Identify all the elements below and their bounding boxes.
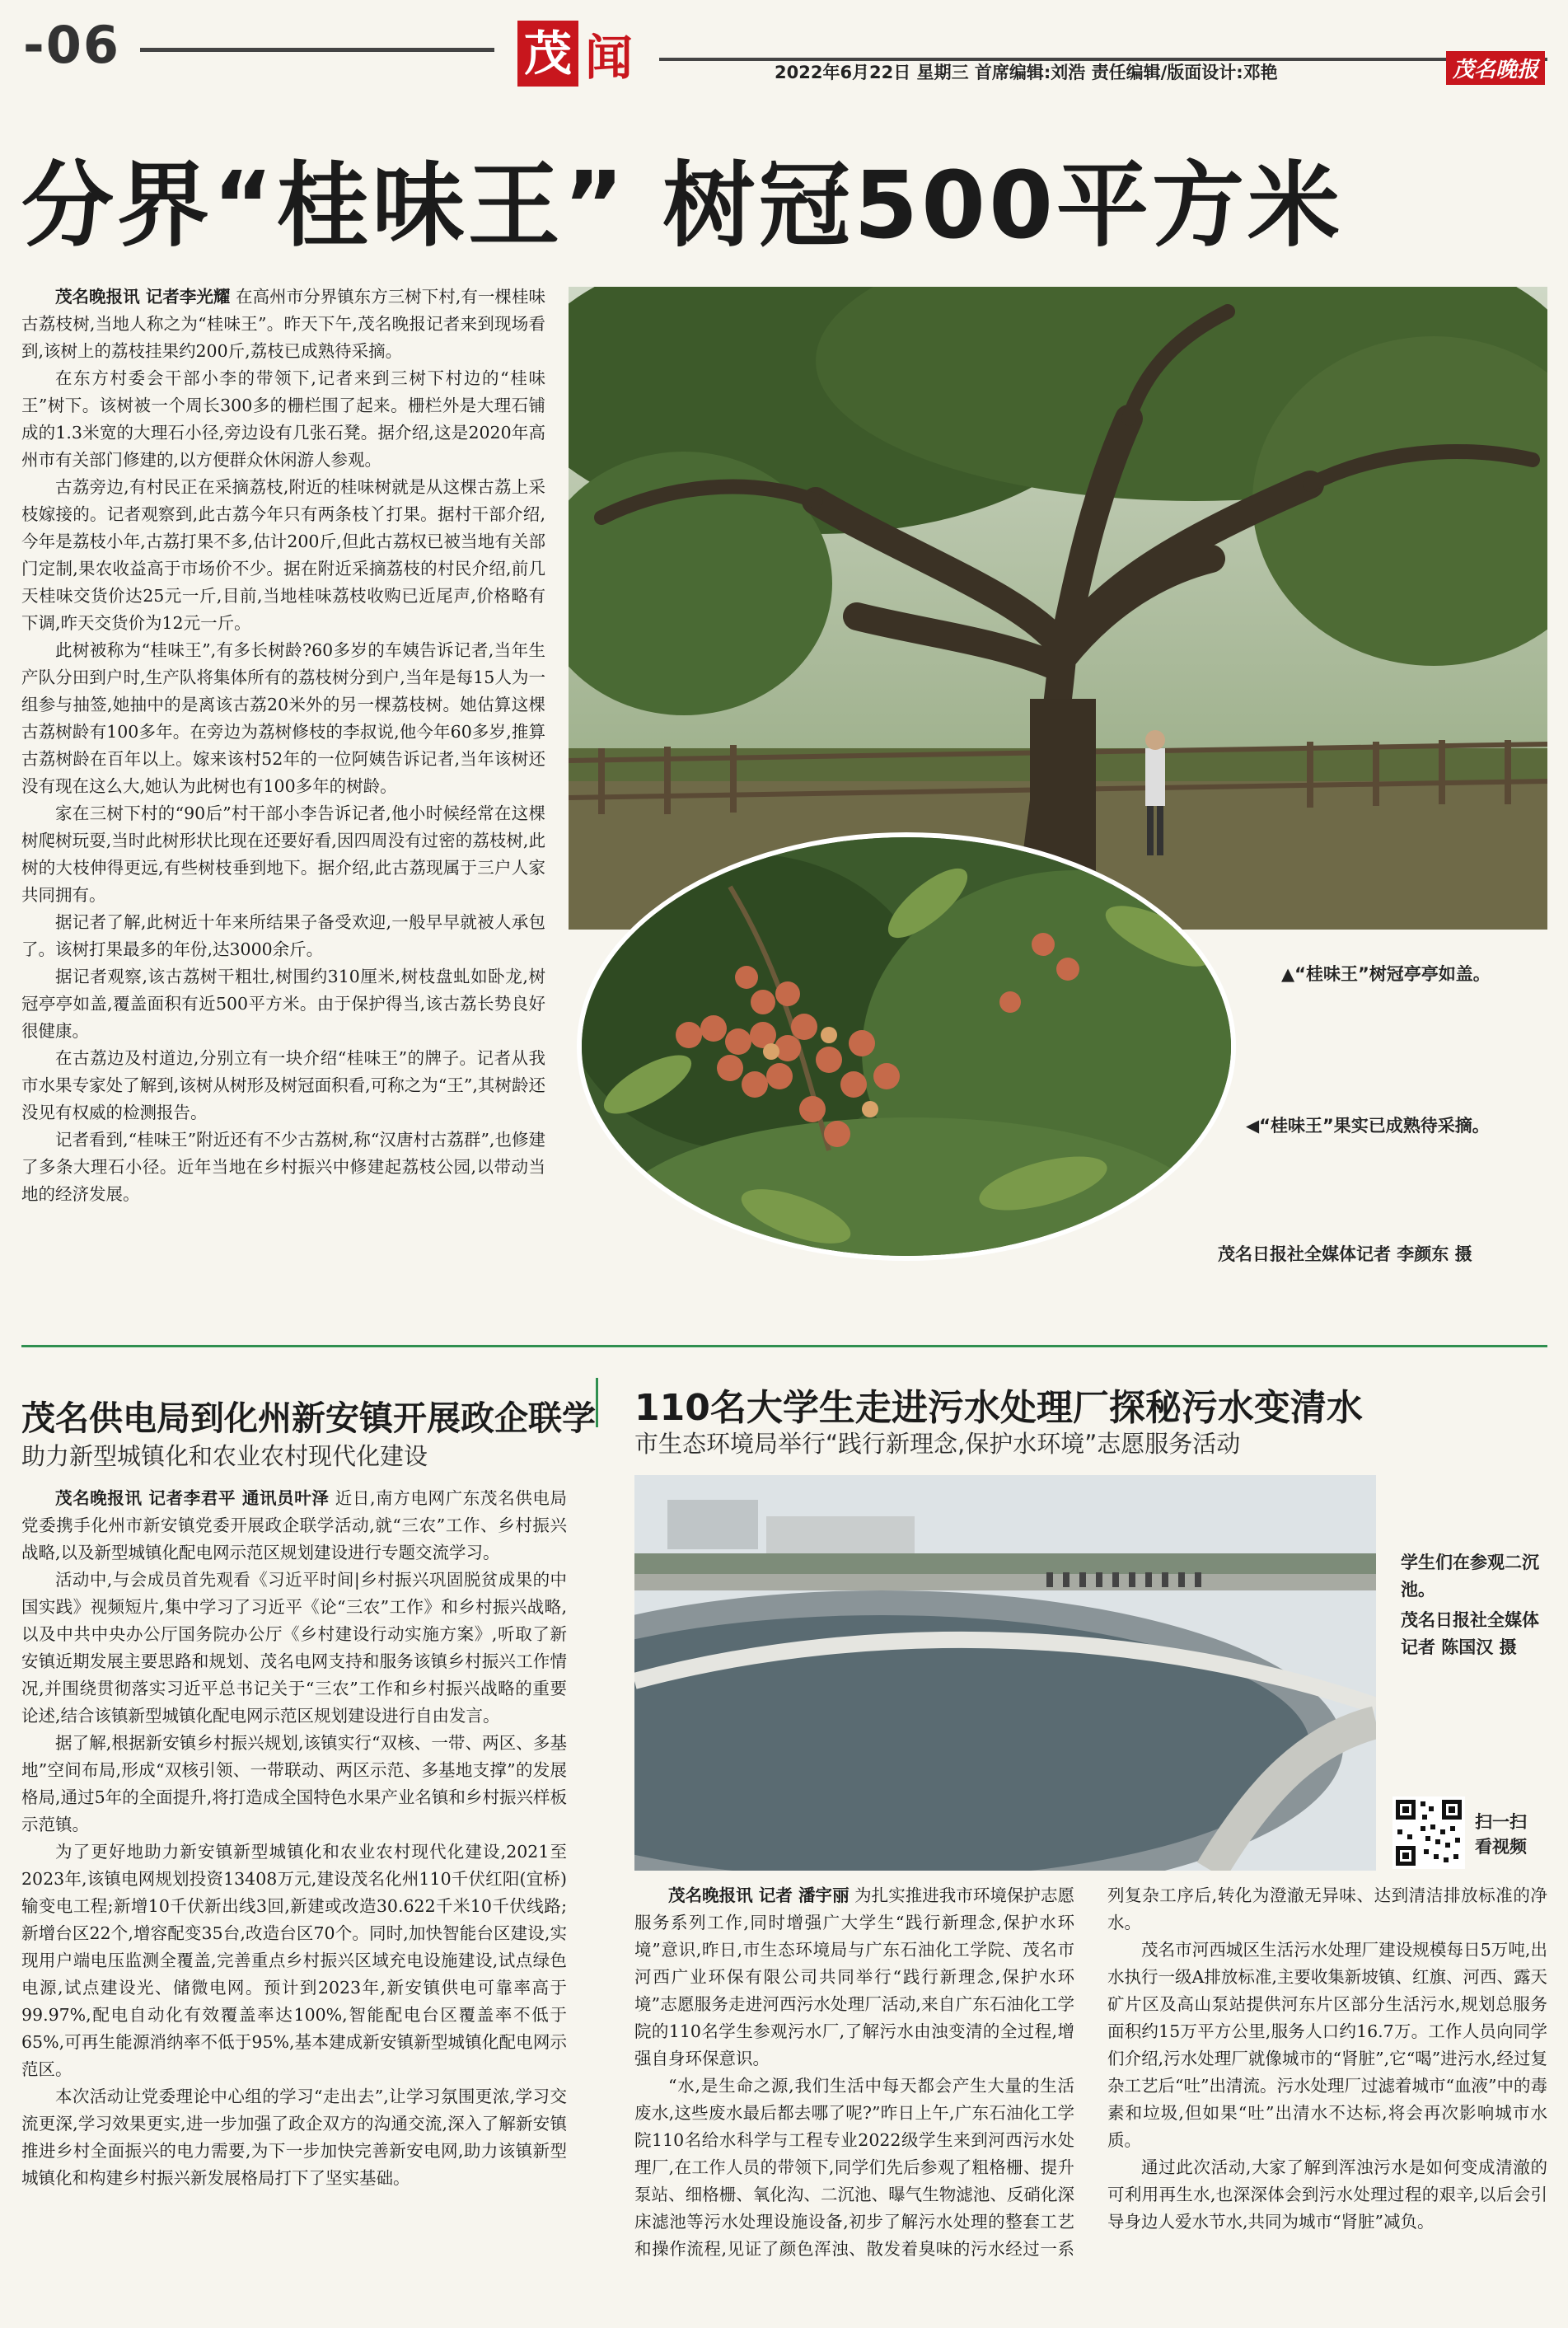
story1-paragraph: 在古荔边及村道边,分别立有一块介绍“桂味王”的牌子。记者从我市水果专家处了解到,该树从树形及树冠面积看,可称之为“王”,其树龄还没见有权威的检测报告。	[21, 1048, 545, 1122]
story1-paragraph: 在东方村委会干部小李的带领下,记者来到三树下村边的“桂味王”树下。该树被一个周长300多的栅栏围了起来。栅栏外是大理石铺成的1.3米宽的大理石小径,旁边设有几张石凳。据介绍,这是2020年高州市有关部门修建的,以方便群众休闲游人参观。	[21, 368, 545, 470]
story2-lead: 茂名晚报讯 记者李君平 通讯员叶泽	[55, 1488, 330, 1508]
story2-headline: 茂名供电局到化州新安镇开展政企联学	[21, 1398, 596, 1438]
section-badge	[517, 18, 641, 89]
section-char-1: 茂	[517, 21, 578, 87]
caption-fruit: ◀“桂味王”果实已成熟待采摘。	[1246, 1116, 1490, 1136]
story1-headline: 分界“桂味王” 树冠500平方米	[21, 152, 1343, 260]
newspaper-logo: 茂名晚报	[1446, 51, 1545, 85]
plant-photo-graphic	[634, 1475, 1376, 1871]
story3-paragraph: 通过此次活动,大家了解到浑浊污水是如何变成清澈的可利用再生水,也深深体会到污水处理过程的艰辛,以后会引导身边人爱水节水,共同为城市“肾脏”减负。	[1107, 2157, 1547, 2232]
story1-paragraph: 据记者观察,该古荔树干粗壮,树围约310厘米,树枝盘虬如卧龙,树冠亭亭如盖,覆盖面积有近500平方米。由于保护得当,该古荔长势良好很健康。	[21, 967, 545, 1041]
story2-paragraph: 据了解,根据新安镇乡村振兴规划,该镇实行“双核、一带、两区、多基地”空间布局,形成“双核引领、一带联动、两区示范、多基地支撑”的发展格局,通过5年的全面提升,将打造成全国特色水果产业名镇和乡村振兴样板示范镇。	[21, 1733, 567, 1834]
story1-paragraph: 记者看到,“桂味王”附近还有不少古荔树,称“汉唐村古荔群”,也修建了多条大理石小径。近年当地在乡村振兴中修建起荔枝公园,以带动当地的经济发展。	[21, 1130, 545, 1204]
caption-tree: ▲“桂味王”树冠亭亭如盖。	[1281, 964, 1491, 984]
treatment-plant-photo	[634, 1475, 1376, 1871]
story3-body	[634, 1882, 1547, 2311]
issue-info: 2022年6月22日 星期三 首席编辑:刘浩 责任编辑/版面设计:邓艳	[775, 63, 1278, 82]
section-divider	[21, 1345, 1547, 1347]
story1-paragraph: 家在三树下村的“90后”村干部小李告诉记者,他小时候经常在这棵树爬树玩耍,当时此树形状比现在还要好看,因四周没有过密的荔枝树,此树的大枝伸得更远,有些树枝垂到地下。据介绍,此古荔现属于三户人家共同拥有。	[21, 803, 545, 905]
story3-paragraph: “水,是生命之源,我们生活中每天都会产生大量的生活废水,这些废水最后都去哪了呢?”昨日上午,广东石油化工学院110名给水科学与工程专业2022级学生来到河西污水处理厂,在工作人员的带领下,同学们先后参观了粗格栅、提升泵站、细格栅、氧化沟、二沉池、曝气生物滤池、反硝化深床滤池等污水处理设施设备,初步了解污水处理的整套工艺和操作流程,见证了颜色浑浊、散发着臭味的污水经过一系列复杂工序后,转化为澄澈无异味、达到清洁排放标准的净水。	[634, 1885, 1547, 2259]
tree-photo	[569, 287, 1547, 930]
story1-body	[21, 283, 545, 1208]
header-rule-left	[140, 48, 494, 52]
story1-paragraph: 茂名晚报讯 记者李光耀 在高州市分界镇东方三树下村,有一棵桂味古荔枝树,当地人称之为“桂味王”。昨天下午,茂名晚报记者来到现场看到,该树上的荔枝挂果约200斤,荔枝已成熟待采摘。	[21, 287, 545, 361]
story1-paragraph: 古荔旁边,有村民正在采摘荔枝,附近的桂味树就是从这棵古荔上采枝嫁接的。记者观察到,此古荔今年只有两条枝丫打果。据村干部介绍,今年是荔枝小年,古荔打果不多,估计200斤,但此古荔权已被当地有关部门定制,果农收益高于市场价不少。据在附近采摘荔枝的村民介绍,前几天桂味交货价达25元一斤,目前,当地桂味荔枝收购已近尾声,价格略有下调,昨天交货价为12元一斤。	[21, 477, 545, 633]
caption-plant: 学生们在参观二沉池。	[1401, 1553, 1539, 1600]
page-number: -06	[23, 15, 121, 75]
story3-paragraph: 茂名市河西城区生活污水处理厂建设规模每日5万吨,出水执行一级A排放标准,主要收集新坡镇、红旗、河西、露天矿片区及高山泵站提供河东片区部分生活污水,规划总服务面积约15万平方公里,服务人口约16.7万。工作人员向同学们介绍,污水处理厂就像城市的“肾脏”,它“喝”进污水,经过复杂工艺后“吐”出清流。污水处理厂过滤着城市“血液”中的毒素和垃圾,但如果“吐”出清水不达标,将会再次影响城市水质。	[1107, 1940, 1547, 2150]
story1-lead: 茂名晚报讯 记者李光耀	[55, 287, 231, 307]
lychee-photo	[577, 832, 1236, 1261]
story1-paragraph: 此树被称为“桂味王”,有多长树龄?60多岁的车姨告诉记者,当年生产队分田到户时,生产队将集体所有的荔枝树分到户,当年是每15人为一组参与抽签,她抽中的是离该古荔20米外的另一棵荔枝树。她估算这棵古荔树龄有100多年。在旁边为荔树修枝的李叔说,他今年60多岁,推算古荔树龄在百年以上。嫁来该村52年的一位阿姨告诉记者,当年该树还没有现在这么大,她认为此树也有100多年的树龄。	[21, 640, 545, 796]
story1-paragraph: 据记者了解,此树近十年来所结果子备受欢迎,一般早早就被人承包了。该树打果最多的年份,达3000余斤。	[21, 912, 545, 959]
story2-body	[21, 1485, 567, 2192]
qr-label: 扫一扫看视频	[1475, 1812, 1527, 1857]
tree-photo-graphic	[569, 287, 1547, 930]
photo-credit-2: 茂名日报社全媒体记者 陈国汉 摄	[1401, 1610, 1539, 1657]
story3-lead: 茂名晚报讯 记者 潘宇丽	[668, 1885, 850, 1905]
qr-code-icon	[1392, 1796, 1465, 1869]
story2-paragraph: 茂名晚报讯 记者李君平 通讯员叶泽 近日,南方电网广东茂名供电局党委携手化州市新安镇党委开展政企联学活动,就“三农”工作、乡村振兴战略,以及新型城镇化配电网示范区规划建设进行专题交流学习。	[21, 1488, 567, 1562]
story2-paragraph: 本次活动让党委理论中心组的学习“走出去”,让学习氛围更浓,学习交流更深,学习效果更实,进一步加强了政企双方的沟通交流,深入了解新安镇推进乡村全面振兴的电力需要,为下一步加快完善新安电网,助力该镇新型城镇化和构建乡村振兴新发展格局打下了坚实基础。	[21, 2087, 567, 2188]
photo-credit-1: 茂名日报社全媒体记者 李颜东 摄	[1218, 1244, 1472, 1264]
story2-paragraph: 为了更好地助力新安镇新型城镇化和农业农村现代化建设,2021至2023年,该镇电网规划投资13408万元,建设茂名化州110千伏红阳(宜桥)输变电工程;新增10千伏新出线3回,新建或改造30.622千米10千伏线路;新增台区22个,增容配变35台,改造台区70个。同时,加快智能台区建设,实现用户端电压监测全覆盖,完善重点乡村振兴区域充电设施建设,试点绿色电源,试点建设光、储微电网。预计到2023年,新安镇供电可靠率高于99.97%,配电自动化有效覆盖率达100%,智能配电台区覆盖率不低于65%,可再生能源消纳率不低于95%,基本建成新安镇新型城镇化配电网示范区。	[21, 1842, 567, 2079]
story2-paragraph: 活动中,与会成员首先观看《习近平时间|乡村振兴巩固脱贫成果的中国实践》视频短片,集中学习了习近平《论“三农”工作》和乡村振兴战略,以及中共中央办公厅国务院办公厅《乡村建设行动实施方案》,听取了新安镇近期发展主要思路和规划、茂名电网支持和服务该镇乡村振兴工作情况,并围绕贯彻落实习近平总书记关于“三农”工作和乡村振兴战略的重要论述,结合该镇新型城镇化配电网示范区规划建设进行自由发言。	[21, 1570, 567, 1726]
section-char-2: 闻	[585, 30, 634, 86]
column-divider	[596, 1378, 598, 1427]
lychee-photo-graphic	[582, 837, 1236, 1261]
story3-subhead: 市生态环境局举行“践行新理念,保护水环境”志愿服务活动	[634, 1430, 1241, 1458]
story3-headline: 110名大学生走进污水处理厂探秘污水变清水	[634, 1387, 1363, 1429]
story2-subhead: 助力新型城镇化和农业农村现代化建设	[21, 1442, 428, 1470]
story3-paragraph: 茂名晚报讯 记者 潘宇丽 为扎实推进我市环境保护志愿服务系列工作,同时增强广大学生“践行新理念,保护水环境”意识,昨日,市生态环境局与广东石油化工学院、茂名市河西广业环保有限公司共同举行“践行新理念,保护水环境”志愿服务走进河西污水处理厂活动,来自广东石油化工学院的110名学生参观污水厂,了解污水由浊变清的全过程,增强自身环保意识。	[634, 1885, 1074, 2068]
qr-code[interactable]	[1392, 1796, 1465, 1869]
